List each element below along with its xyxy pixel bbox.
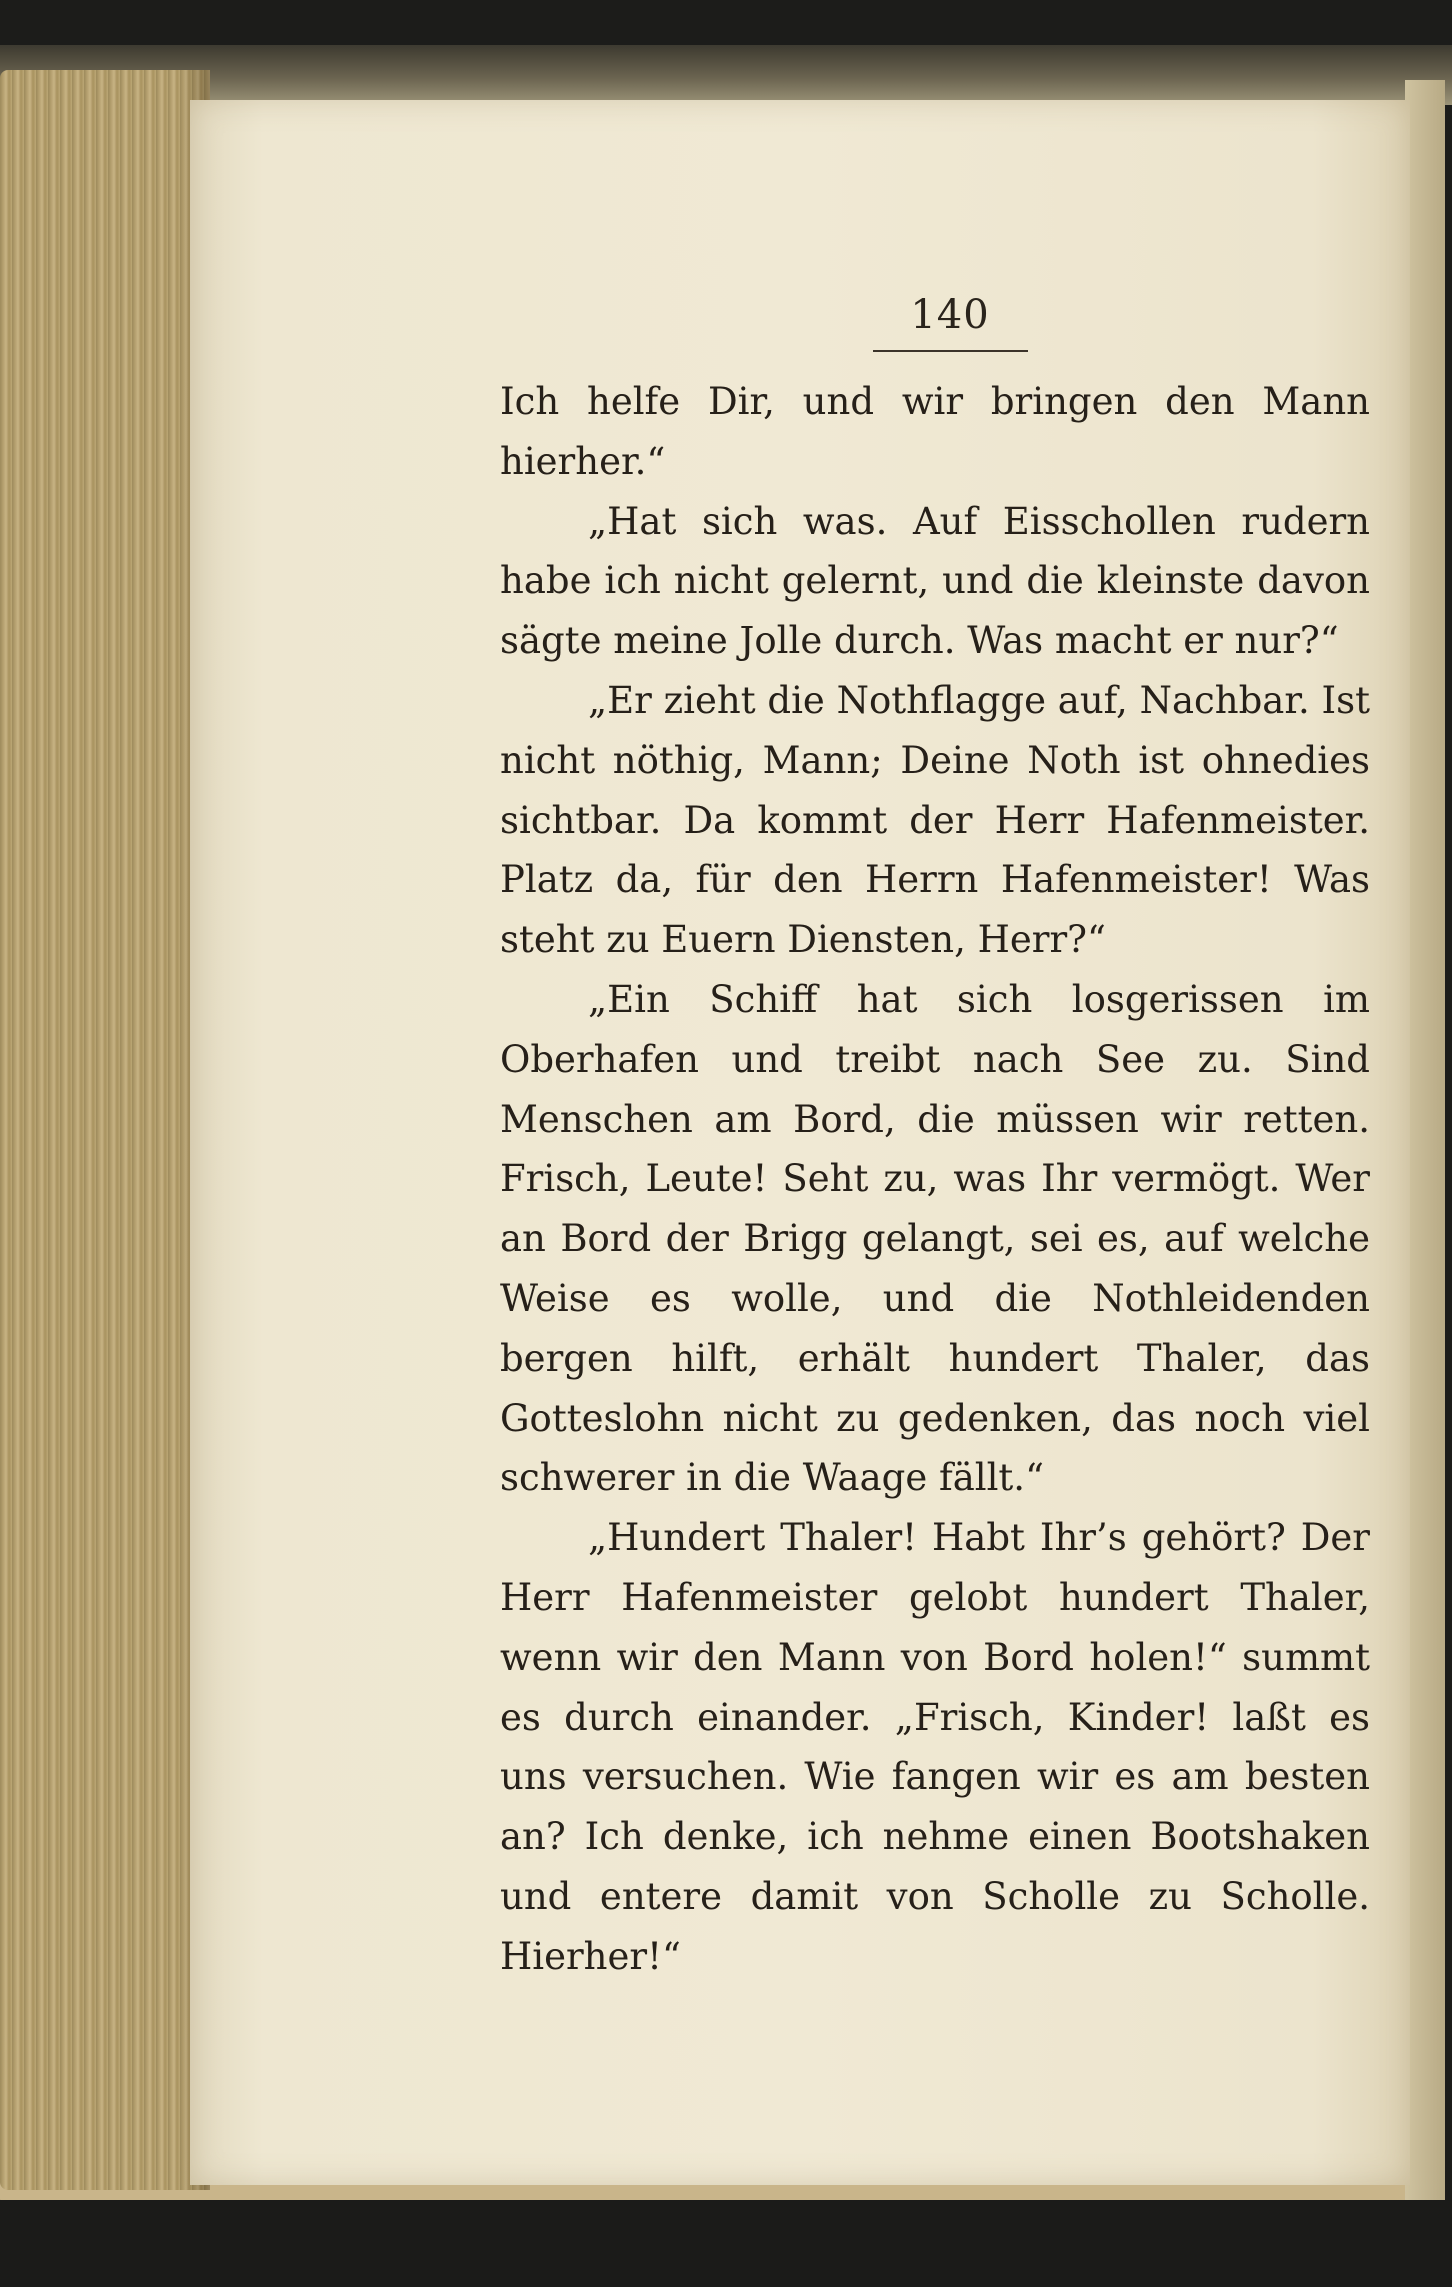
paragraph: „Hundert Thaler! Habt Ihr’s gehört? Der Herr Hafenmeister gelobt hundert Thaler, wenn wir den Mann von Bord holen!“ summt es durch einander. „Frisch, Kinder! laßt es uns versuchen. Wie fangen wir es am besten an? Ich denke, ich nehme einen Bootshaken und entere damit von Scholle zu Scholle. Hierher!“ bbox=[500, 1516, 1370, 1978]
book-top-edge bbox=[0, 45, 1452, 105]
page-stack-edge bbox=[0, 70, 210, 2190]
paragraph: „Hat sich was. Auf Eisschollen rudern habe ich nicht gelernt, und die kleinste davon sägte meine Jolle durch. Was macht er nur?“ bbox=[500, 499, 1370, 663]
next-page-edge bbox=[1405, 80, 1445, 2200]
paragraph: Ich helfe Dir, und wir bringen den Mann hierher.“ bbox=[500, 380, 1370, 483]
body-text bbox=[500, 372, 1370, 1987]
paragraph: „Ein Schiff hat sich losgerissen im Oberhafen und treibt nach See zu. Sind Menschen am Bord, die müssen wir retten. Frisch, Leute! Seht zu, was Ihr vermögt. Wer an Bord der Brigg gelangt, sei es, auf welche Weise es wolle, und die Nothleidenden bergen hilft, erhält hundert Thaler, das Gotteslohn nicht zu gedenken, das noch viel schwerer in die Waage fällt.“ bbox=[500, 977, 1370, 1500]
page-number-rule bbox=[873, 350, 1028, 352]
page-number: 140 bbox=[910, 292, 990, 338]
background-bottom bbox=[0, 2200, 1452, 2287]
paragraph: „Er zieht die Nothflagge auf, Nachbar. Ist nicht nöthig, Mann; Deine Noth ist ohnedies sichtbar. Da kommt der Herr Hafenmeister. Platz da, für den Herrn Hafenmeister! Was steht zu Euern Diensten, Herr?“ bbox=[500, 678, 1370, 962]
